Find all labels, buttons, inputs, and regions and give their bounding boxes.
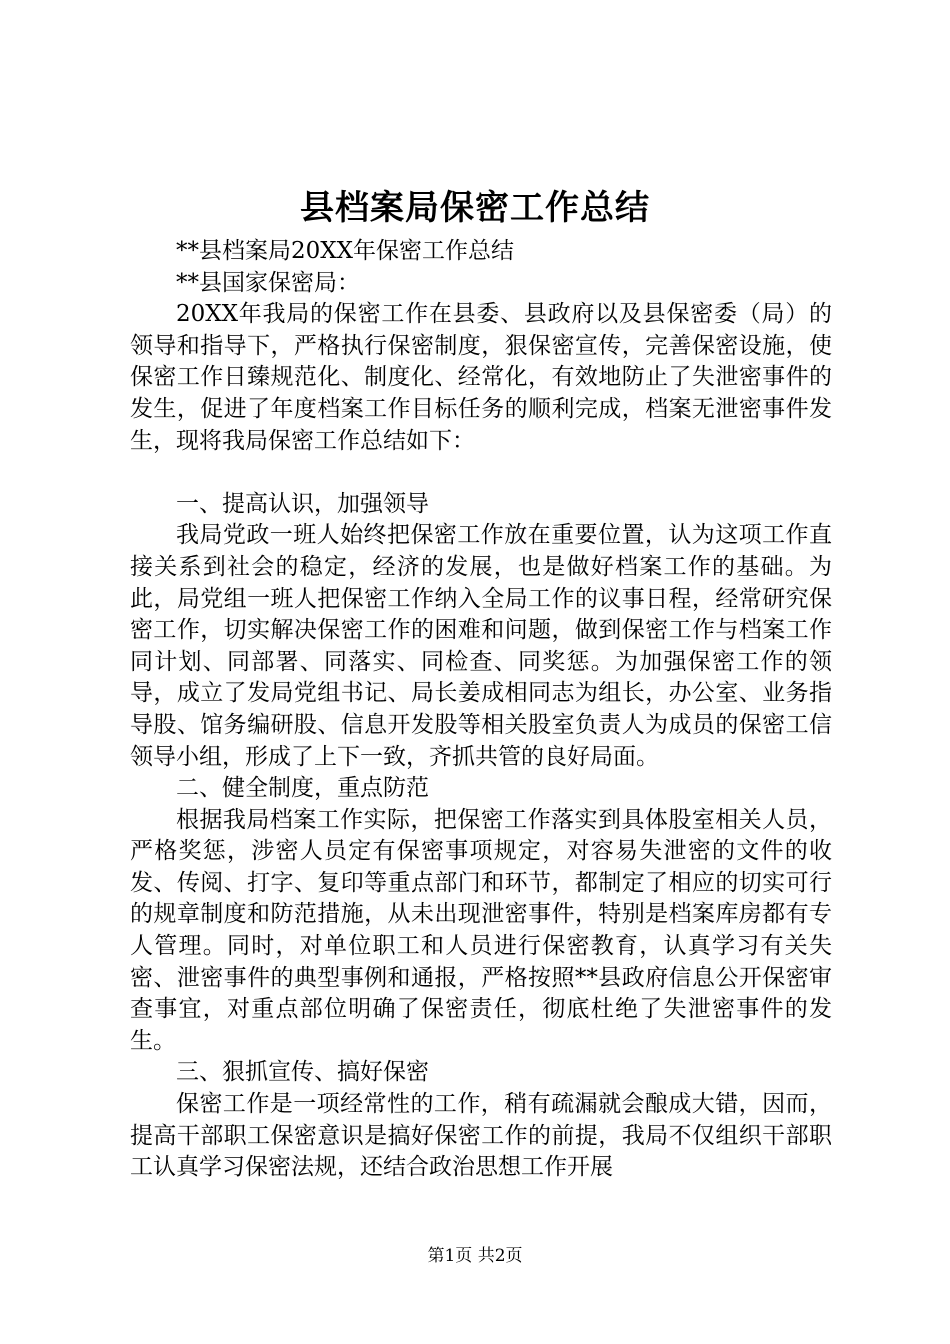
section-heading: 二、健全制度，重点防范 — [176, 775, 429, 802]
paragraph-gap — [130, 457, 832, 489]
section-paragraph: 我局党政一班人始终把保密工作放在重要位置，认为这项工作直接关系到社会的稳定，经济的发展，也是做好档案工作的基础。为此，局党组一班人把保密工作纳入全局工作的议事日程，经常研究保密工作，切实解决保密工作的困难和问题，做到保密工作与档案工作同计划、同部署、同落实、同检查、同奖惩。为加强保密工作的领导，成立了发局党组书记、局长姜成相同志为组长，办公室、业务指导股、馆务编研股、信息开发股等相关股室负责人为成员的保密工信领导小组，形成了上下一致，齐抓共管的良好局面。 — [130, 522, 832, 770]
document-body — [130, 236, 832, 1184]
document-title: 县档案局保密工作总结 — [300, 188, 650, 228]
subtitle-line: **县档案局20XX年保密工作总结 — [176, 238, 515, 264]
section-heading: 一、提高认识，加强领导 — [176, 490, 429, 517]
page-number-footer: 第1页 共2页 — [427, 1246, 523, 1266]
salutation-line: **县国家保密局： — [176, 269, 360, 296]
intro-paragraph: 20XX年我局的保密工作在县委、县政府以及县保密委（局）的领导和指导下，严格执行保密制度，狠保密宣传，完善保密设施，使保密工作日臻规范化、制度化、经常化，有效地防止了失泄密事件的发生，促进了年度档案工作目标任务的顺利完成，档案无泄密事件发生，现将我局保密工作总结如下： — [130, 301, 832, 454]
section-paragraph: 根据我局档案工作实际，把保密工作落实到具体股室相关人员，严格奖惩，涉密人员定有保密事项规定，对容易失泄密的文件的收发、传阅、打字、复印等重点部门和环节，都制定了相应的切实可行的规章制度和防范措施，从未出现泄密事件，特别是档案库房都有专人管理。同时，对单位职工和人员进行保密教育，认真学习有关失密、泄密事件的典型事例和通报，严格按照**县政府信息公开保密审查事宜，对重点部位明确了保密责任，彻底杜绝了失泄密事件的发生。 — [130, 806, 832, 1054]
section-paragraph: 保密工作是一项经常性的工作，稍有疏漏就会酿成大错，因而，提高干部职工保密意识是搞好保密工作的前提，我局不仅组织干部职工认真学习保密法规，还结合政治思想工作开展 — [130, 1091, 832, 1181]
section-heading: 三、狠抓宣传、搞好保密 — [176, 1059, 429, 1086]
